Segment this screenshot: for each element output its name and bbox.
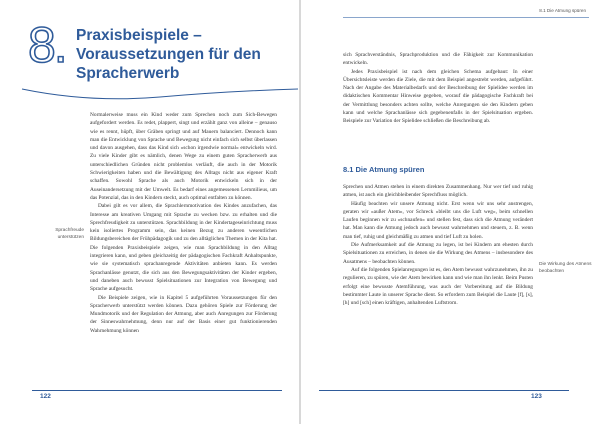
- running-head: 8.1 Die Atmung spüren: [539, 8, 586, 13]
- right-page: [301, 0, 600, 424]
- paragraph: Auf die folgenden Spielanregungen ist es, den Atem bewusst wahrzunehmen, ihn zu regulieren, zu spüren, wie der Atem bewirken kann und wie man ihn lenkt. Beim Pusten erfolgt eine bewusste Atemführung, was auch der Vorbereitung auf die Bildung bestimmter Laute in unserer Sprache dient. So erfordern zum Beispiel die Laute [f], [s], [h] und [sch] einen kräftigen, anhaltenden Luftstrom.: [343, 266, 533, 307]
- paragraph: Normalerweise muss ein Kind weder zum Sprechen noch zum Sich-Bewegen aufgefordert werden. Es redet, plappert, singt und erzählt ganz von alleine – genauso wie es rennt, hüpft, über Gräben springt und auf Mauern balanciert. Dennoch kann man die Entwicklung von Sprache und Bewegung nicht einfach sich selbst überlassen und davon ausgehen, dass das Kind sich »schon irgendwie normal« entwickeln wird. Zu viele Kinder gibt es nämlich, denen Wege zu einem guten Spracherwerb aus unterschiedlichen Gründen nicht problemlos verläuft, die auch in der Motorik Schwierigkeiten haben und die Bewältigung des Alltags nicht aus eigener Kraft schaffen. Sowohl Sprache als auch Motorik entwickeln sich in der Auseinandersetzung mit der Umwelt. Es bedarf eines angemessenen Lernmilieus, um das Potenzial, das in den Kindern steckt, auch optimal entfalten zu können.: [90, 112, 277, 201]
- paragraph: Sprechen und Atmen stehen in einem direkten Zusammenhang. Nur wer tief und ruhig atmen, ist auch ein gleichbleibender Sprechfluss möglich.: [343, 184, 533, 199]
- chapter-number: 8.: [28, 17, 66, 73]
- section-heading: 8.1 Die Atmung spüren: [343, 165, 425, 174]
- paragraph: Dabei gilt es vor allem, die Sprachlernmotivation des Kindes anzufachen, das Interesse am kreativen Umgang mit Sprache zu wecken bzw. zu erhalten und die Sprechfreudigkeit zu unterstützen. Sprachbildung in der Kindertageseinrichtung muss kein isoliertes Programm sein, das keinen Bezug zu anderen wesentlichen Bildungsbereichen der Frühpädagogik und zu den alltäglichen Themen in der Kita hat. Die folgenden Praxisbeispiele zeigen, wie man Sprachbildung in den Alltag integrieren kann, und geben gleichzeitig der pädagogischen Fachkraft Anhaltspunkte, wie sie systematisch sprachanregende Aktivitäten anbieten kann. Es werden Sprachanlässe genutzt, die sich aus den Bewegungsaktivitäten der Kinder ergeben, und daneben auch bewusst Spielsituationen zur Integration von Bewegung und Sprache aufgesucht.: [90, 203, 277, 293]
- chapter-title-rule: [20, 87, 300, 107]
- body-text-bottom: [343, 183, 533, 307]
- header-rule: [343, 17, 589, 18]
- page-number: 123: [531, 393, 542, 400]
- margin-note: Die Wirkung des Atmens beobachten: [539, 262, 592, 274]
- footer-rule: [319, 390, 569, 391]
- body-text-top: [343, 51, 533, 126]
- paragraph: Häufig beachten wir unsere Atmung nicht. Erst wenn wir uns sehr anstrengen, geraten wir »außer Atem«, vor Schreck »bleibt uns die Luft weg«, beim schnellen Laufen beginnen wir zu »schnaufen« und stellen fest, dass sich die Atmung verändert hat. Man kann die Atmung jedoch auch bewusst wahrnehmen und steuern, z. B. wenn man tief, ruhig und gleichmäßig zu atmen und tief Luft zu holen.: [343, 200, 533, 240]
- margin-note: Sprachfreude unterstützen: [55, 228, 84, 240]
- footer-rule: [32, 390, 282, 391]
- chapter-title: Praxisbeispiele – Voraussetzungen für den Spracherwerb: [76, 27, 261, 82]
- paragraph: Die Beispiele zeigen, wie in Kapitel 5 aufgeführten Voraussetzungen für den Spracherwerb unterstützt werden können. Dazu gehören Spiele zur Förderung der Mundmotorik und der Regulation der Atmung, aber auch Anregungen zur Förderung der Sinneswahrnehmung, denn nur auf der Basis einer gut funktionierenden Wahrnehmung können: [90, 294, 277, 334]
- paragraph: Jedes Praxisbeispiel ist nach dem gleichen Schema aufgebaut: In einer Übersichtsleiste werden die Ziele, die mit dem Beispiel angestrebt werden, aufgeführt. Nach der Angabe des Materialbedarfs und der Beschreibung der Spielidee werden im didaktischen Kommentar Hinweise gegeben, worauf die pädagogische Fachkraft bei der Vermittlung besonders achten sollte, welche Anregungen sie den Kindern geben kann und welche Sprachanlässe sich gegebenenfalls in der Spielsituation ergeben. Beispiele zur Variation der Spielidee schließen die Beschreibung ab.: [343, 68, 533, 125]
- page-number: 122: [40, 393, 51, 400]
- left-page: [0, 0, 299, 424]
- paragraph: sich Sprachverständnis, Sprachproduktion und die Fähigkeit zur Kommunikation entwickeln.: [343, 52, 533, 67]
- paragraph: Die Aufmerksamkeit auf die Atmung zu legen, ist bei Kindern am ehesten durch Spielsituationen zu erreichen, in denen sie die Wirkung des Atmens – insbesondere des Ausatmens – beobachten können.: [343, 242, 533, 265]
- body-text: [90, 111, 277, 335]
